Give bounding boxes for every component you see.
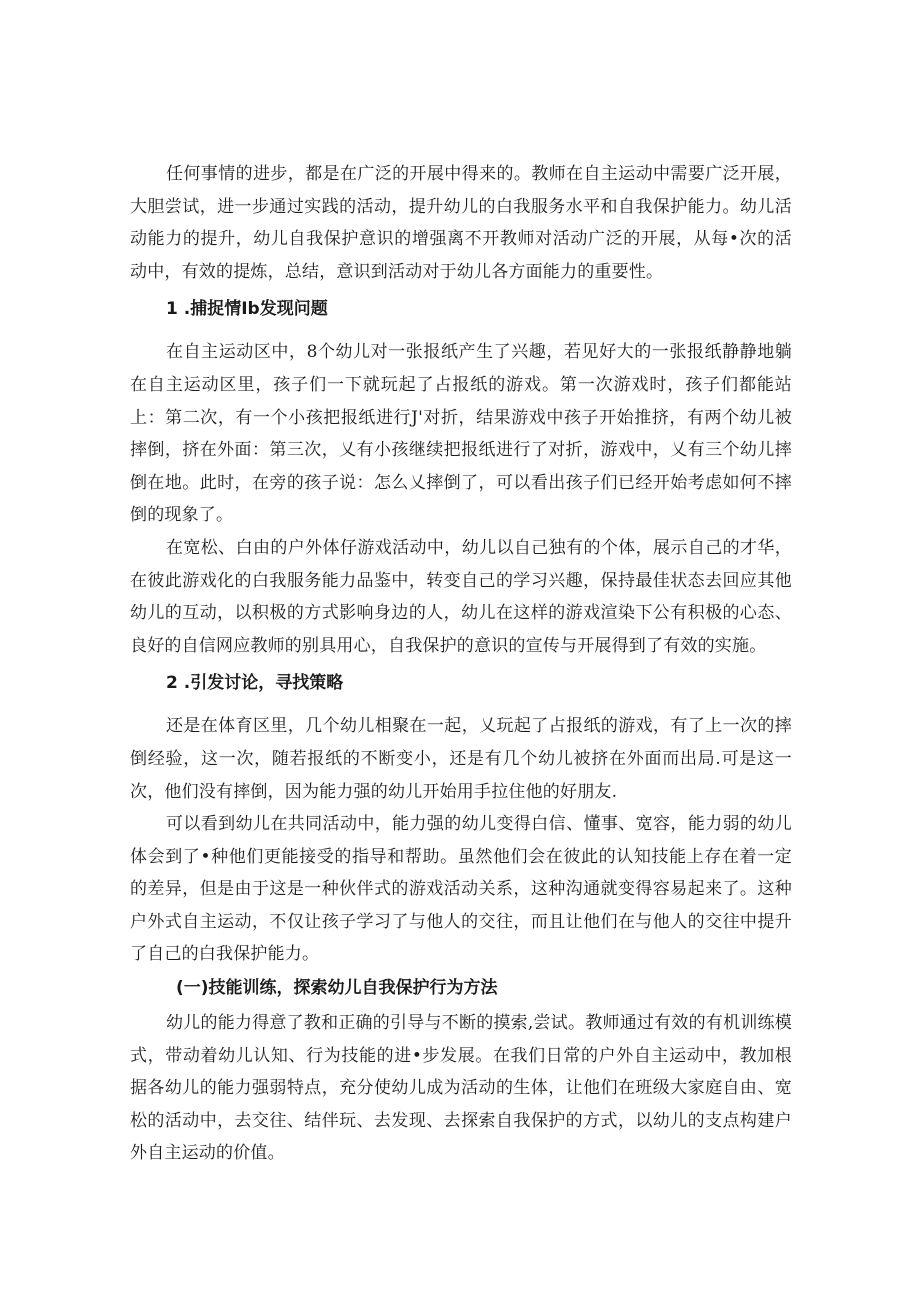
heading-capture-problems: 1 .捕捉情Ib发现问题 xyxy=(166,299,328,320)
paragraph-outdoor-play: 在宽松、白由的户外体仔游戏活动中，幼儿以自己独有的个体，展示自己的才华，在彼此游戏化的白我服务能力品鉴中，转变自己的学习兴趣，保持最佳状态去回应其他幼儿的互动，以积极的方式影响身边的人，幼儿在这样的游戏渲染下公有积极的心态、良好的自信网应教师的别具用心，自我保护的意识的宣传与开展得到了有效的实施。 xyxy=(130,537,792,656)
paragraph-intro: 任何事情的进步，都是在广泛的开展中得来的。教师在自主运动中需要广泛开展，大胆尝试，进一步通过实践的活动，提升幼儿的白我服务水平和自我保护能力。幼儿活动能力的提升，幼儿自我保护意识的增强离不开教师对活动广泛的开展，从每•次的活动中，有效的提炼，总结，意识到活动对于幼儿各方面能力的重要性。 xyxy=(130,164,792,282)
paragraph-sports-area: 还是在体育区里，几个幼儿相聚在一起，乂玩起了占报纸的游戏，有了上一次的摔倒经验，这一次，随若报纸的不断变小，还是有几个幼儿被挤在外面而出局.可是这一次，他们没有摔倒，因为能力强的幼儿开始用手拉住他的好朋友. xyxy=(130,716,792,802)
paragraph-newspaper-game: 在自主运动区中，8个幼儿对一张报纸产生了兴趣，若见好大的一张报纸静静地躺在自主运动区里，孩子们一下就玩起了占报纸的游戏。第一次游戏时，孩子们都能站上：第二次，有一个小孩把报纸进行J'对折，结果游戏中孩子开始推挤，有两个幼儿被摔倒，挤在外面：第三次，乂有小孩继续把报纸进行了对折，游戏中，乂有三个幼儿摔倒在地。此时，在旁的孩子说：怎么乂摔倒了，可以看出孩子们已经开始考虑如何不摔倒的现象了。 xyxy=(130,342,792,526)
paragraph-cooperation: 可以看到幼儿在共同活动中，能力强的幼儿变得白信、懂事、宽容，能力弱的幼儿体会到了•种他们更能接受的指导和帮助。虽然他们会在彼此的认知技能上存在着一定的差异，但是由于这是一种伙伴式的游戏活动关系，这种沟通就变得容易起来了。这种户外式自主运动，不仅让孩子学习了与他人的交往，而且让他们在与他人的交往中提升了自己的白我保护能力。 xyxy=(130,814,792,965)
paragraph-skill-training: 幼儿的能力得意了教和正确的引导与不断的摸索,尝试。教师通过有效的有机训练模式，带动着幼儿认知、行为技能的进•步发展。在我们日常的户外自主运动中，教加根据各幼儿的能力强弱特点，充分使幼儿成为活动的生体，让他们在班级大家庭自由、宽松的活动中，去交往、结伴玩、去发现、去探索自我保护的方式，以幼儿的支点构建户外自主运动的价值。 xyxy=(130,1013,792,1164)
document-page xyxy=(130,158,792,1170)
heading-skill-training: (一)技能训练，探索幼儿自我保护行为方法 xyxy=(176,978,498,999)
heading-discussion-strategy: 2 .引发讨论，寻找策略 xyxy=(166,673,344,694)
